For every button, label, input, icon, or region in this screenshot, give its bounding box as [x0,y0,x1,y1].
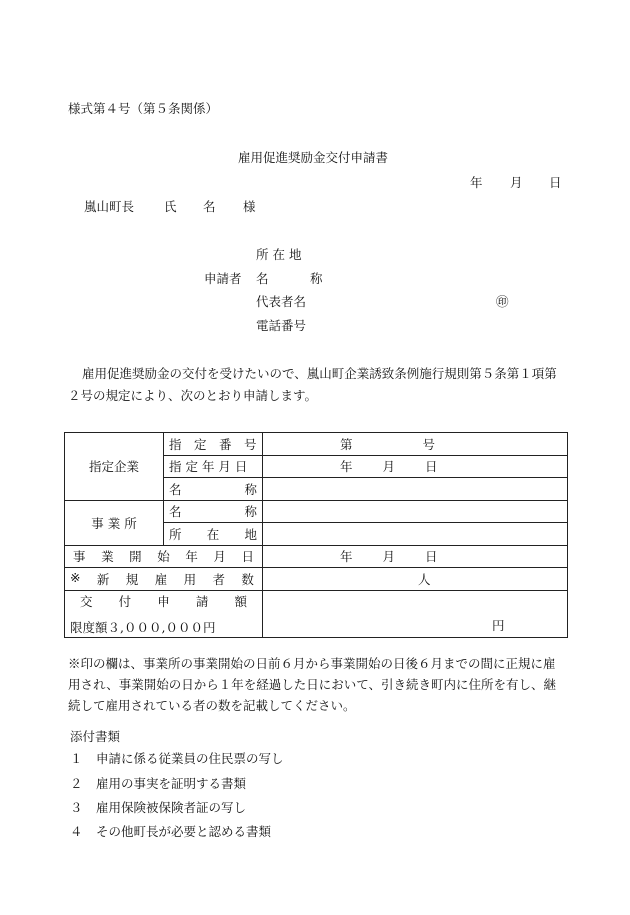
office-loc-char-3: 地 [244,526,257,542]
new-hire-char: 新 [96,571,110,587]
office-loc-char-2: 在 [206,526,220,542]
yen-unit: 円 [492,617,505,633]
company-name-field[interactable] [263,478,568,501]
attachment-text: 雇用の事実を証明する書類 [96,776,247,791]
page-title: 雇用促進奨励金交付申請書 [238,150,389,165]
company-name-label [164,478,263,501]
addressee-name-label-1: 氏 [164,199,177,214]
addressee-honorific: 様 [243,199,256,214]
grant-char: 額 [234,593,247,609]
start-date-char: 日 [241,549,254,565]
number-prefix: 第 [340,436,353,452]
form-id: 様式第４号（第５条関係） [68,101,219,116]
designation-month: 月 [382,459,396,475]
person-unit: 人 [418,571,431,587]
attachment-text: 雇用保険被保険者証の写し [96,800,247,815]
new-hire-char: 規 [125,571,139,587]
designation-number-label [164,433,263,456]
new-hire-char: 数 [241,571,254,587]
list-item [70,802,246,815]
grant-char: 交 [80,593,93,609]
table-row [65,590,568,637]
applicant-label: 申請者 [204,271,242,286]
start-date-char: 月 [213,549,226,565]
company-name-char-1: 名 [169,481,182,497]
table-row [65,433,568,456]
designation-date-text: 指 定 年 月 日 [169,459,248,475]
new-hire-char: 用 [183,571,197,587]
designation-date-field[interactable] [263,455,568,478]
start-date-label [65,545,263,568]
date-year-label: 年 [470,175,483,190]
attachment-num: ３ [70,800,83,815]
list-item [70,826,271,839]
grant-char: 請 [195,593,209,609]
company-name-char-2: 称 [244,481,257,497]
body-text-content: 雇用促進奨励金の交付を受けたいので、嵐山町企業誘致条例施行規則第５条第１項第２号の規定により、次のとおり申請します。 [68,366,557,403]
grant-amount-label [65,590,263,637]
designation-day: 日 [425,459,438,475]
start-date-field[interactable] [263,545,568,568]
start-date-char: 業 [101,549,114,565]
start-month: 月 [382,549,396,565]
office-location-label [164,523,263,546]
number-suffix: 号 [422,436,436,452]
office-name-char-1: 名 [169,504,182,520]
attachment-num: １ [70,751,83,766]
list-item [70,753,284,766]
attachment-text: 申請に係る従業員の住民票の写し [96,751,284,766]
start-date-char: 事 [73,549,86,565]
start-day: 日 [425,549,438,565]
office-location-field[interactable] [263,523,568,546]
office-name-field[interactable] [263,500,568,523]
note-text: ※印の欄は、事業所の事業開始の日前６月から事業開始の日後６月までの間に正規に雇用され、事業開始の日から１年を経過した日において、引き続き町内に住所を有し、継続して雇用されている者の数を記載してください。 [68,656,557,713]
applicant-address-label: 所 在 地 [256,247,302,262]
grant-limit: 限度額３,０００,０００円 [70,619,216,635]
addressee-name-label-2: 名 [203,199,216,214]
office-name-label [164,500,263,523]
new-hire-label [65,568,263,591]
designated-company-label: 指定企業 [65,433,164,501]
seal-mark: ㊞ [496,294,509,309]
office-name-char-2: 称 [244,504,257,520]
start-date-char: 年 [185,549,198,565]
new-hire-char: 雇 [154,571,168,587]
table-row [65,545,568,568]
designation-number-text: 指 定 番 号 [169,436,257,452]
addressee-title: 嵐山町長 [84,199,135,214]
body-text [68,363,568,407]
office-label: 事 業 所 [65,500,164,545]
start-date-char: 開 [129,549,142,565]
attachment-num: ２ [70,776,83,791]
grant-char: 付 [118,593,132,609]
applicant-rep-label: 代表者名 [256,294,307,309]
applicant-name-label-2: 称 [310,271,323,286]
designation-date-label [164,455,263,478]
new-hire-char: ※ [70,569,81,585]
attachments-title: 添付書類 [70,729,121,744]
designation-number-field[interactable] [263,433,568,456]
attachment-num: ４ [70,824,83,839]
date-day-label: 日 [549,175,562,190]
grant-char: 申 [157,593,170,609]
table-row [65,568,568,591]
start-date-char: 始 [157,549,170,565]
designation-year: 年 [340,459,353,475]
applicant-name-label-1: 名 [256,271,269,286]
office-loc-char-1: 所 [169,526,182,542]
new-hire-field[interactable] [263,568,568,591]
start-year: 年 [340,549,353,565]
list-item [70,778,246,791]
grant-amount-field[interactable] [263,590,568,637]
applicant-phone-label: 電話番号 [256,318,307,333]
table-row [65,500,568,523]
attachment-text: その他町長が必要と認める書類 [96,824,272,839]
date-month-label: 月 [510,175,523,190]
application-table [64,432,568,638]
new-hire-char: 者 [212,571,226,587]
